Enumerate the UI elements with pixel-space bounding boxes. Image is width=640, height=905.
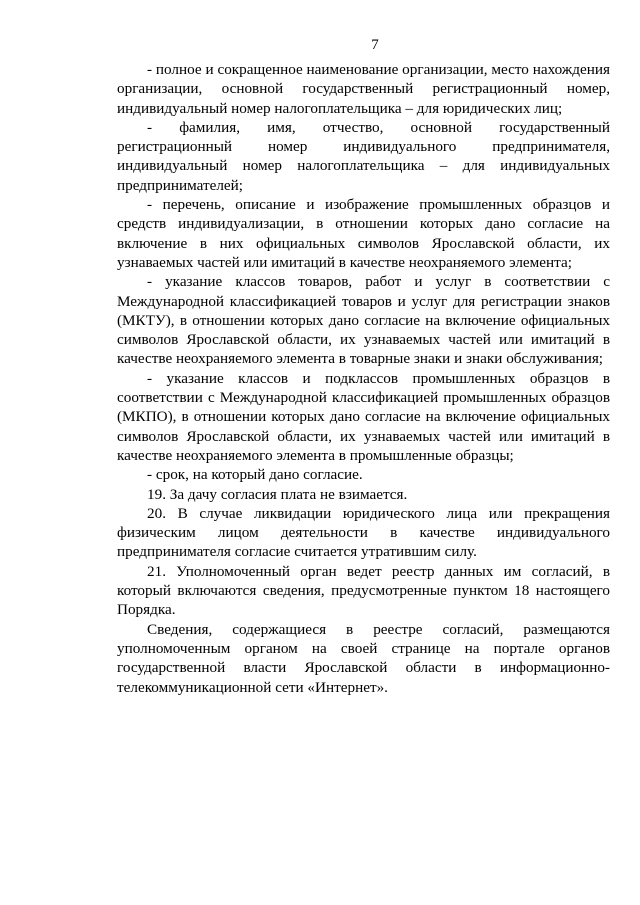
paragraph-20-liquidation: 20. В случае ликвидации юридического лица или прекращения физическим лицом деятельности в качестве индивидуального предпринимателя согласие считается утратившим силу. (117, 504, 610, 561)
paragraph-register-publication: Сведения, содержащиеся в реестре согласий, размещаются уполномоченным органом на своей странице на портале органов государственной власти Ярославской области в информационно-телекоммуникационной сети «Интернет». (117, 620, 610, 696)
paragraph-21-register: 21. Уполномоченный орган ведет реестр данных им согласий, в который включаются сведения, предусмотренные пунктом 18 настоящего Порядка. (117, 562, 610, 619)
paragraph-19-no-fee: 19. За дачу согласия плата не взимается. (147, 485, 408, 503)
paragraph-mkpo-classes: - указание классов и подклассов промышленных образцов в соответствии с Международной классификацией промышленных образцов (МКПО), в отношении которых дано согласие на включение официальных символов Ярославской области, их узнаваемых частей или имитаций в качестве неохраняемого элемента в промышленные образцы; (117, 369, 610, 464)
paragraph-entrepreneur-details: - фамилия, имя, отчество, основной государственный регистрационный номер индивидуального предпринимателя, индивидуальный номер налогоплательщика – для индивидуальных предпринимателей; (117, 118, 610, 194)
paragraph-mktu-classes: - указание классов товаров, работ и услуг в соответствии с Международной классификацией товаров и услуг для регистрации знаков (МКТУ), в отношении которых дано согласие на включение официальных символов Ярославской области, их узнаваемых частей или имитаций в качестве неохраняемого элемента в товарные знаки и знаки обслуживания; (117, 273, 610, 368)
paragraph-industrial-designs-list: - перечень, описание и изображение промышленных образцов и средств индивидуализации, в отношении которых дано согласие на включение в них официальных символов Ярославской области, их узнаваемых частей или имитаций в качестве неохраняемого элемента; (117, 196, 610, 271)
paragraph-organization-details: - полное и сокращенное наименование организации, место нахождения организации, основной государственный регистрационный номер, индивидуальный номер налогоплательщика – для юридических лиц; (117, 61, 610, 117)
document-body (117, 60, 610, 697)
paragraph-consent-term: - срок, на который дано согласие. (147, 466, 363, 484)
page-number: 7 (371, 37, 379, 53)
